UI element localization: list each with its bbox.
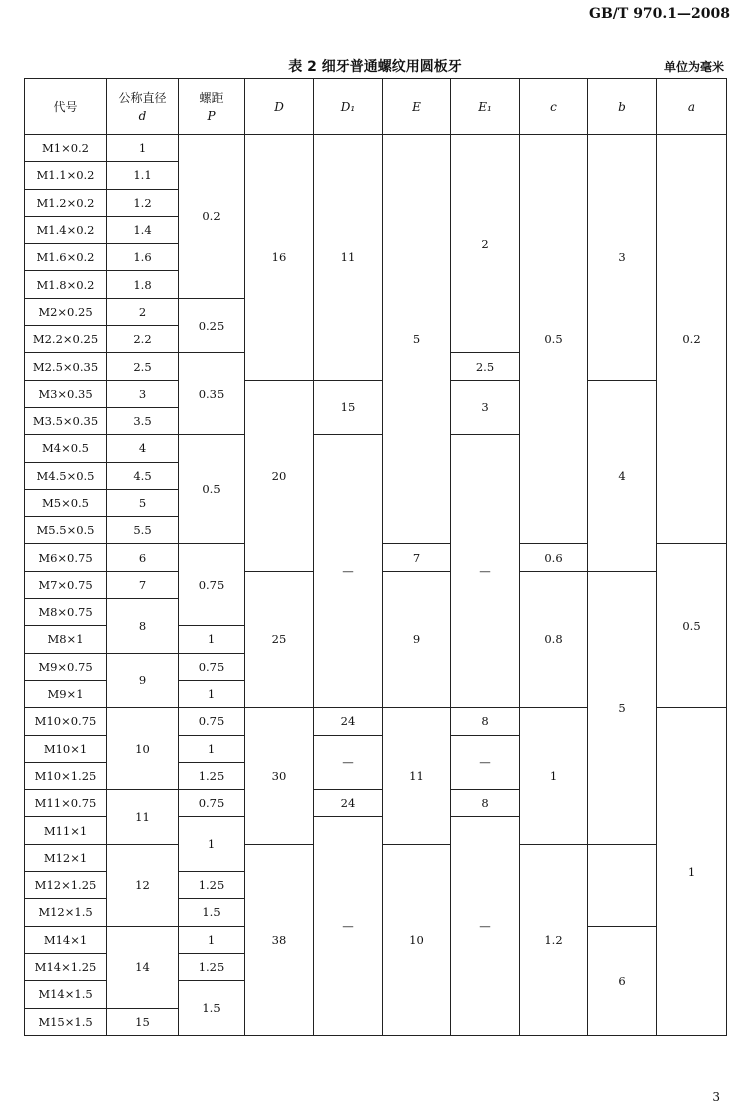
cell-code: M14×1.5 — [25, 981, 107, 1008]
cell-p: 1.5 — [179, 981, 245, 1036]
cell-a: 1 — [657, 708, 727, 1036]
cell-E1: 8 — [451, 790, 520, 817]
cell-p: 1 — [179, 626, 245, 653]
cell-code: M14×1 — [25, 926, 107, 953]
cell-d: 1.8 — [107, 271, 179, 298]
cell-c: 1.2 — [520, 844, 588, 1035]
cell-a: 0.2 — [657, 135, 727, 544]
cell-E1: — — [451, 435, 520, 708]
cell-code: M8×0.75 — [25, 599, 107, 626]
cell-E1: — — [451, 735, 520, 790]
cell-D: 25 — [245, 571, 314, 707]
unit-note: 单位为毫米 — [663, 60, 724, 74]
cell-d: 7 — [107, 571, 179, 598]
cell-D1: 15 — [314, 380, 383, 435]
cell-E1: 3 — [451, 380, 520, 435]
cell-d: 5 — [107, 489, 179, 516]
col-E1-header: E₁ — [451, 79, 520, 135]
cell-d: 11 — [107, 790, 179, 845]
cell-d: 4.5 — [107, 462, 179, 489]
cell-p: 0.25 — [179, 298, 245, 353]
table-row — [25, 135, 727, 162]
cell-code: M15×1.5 — [25, 1008, 107, 1035]
cell-code: M2×0.25 — [25, 298, 107, 325]
cell-code: M1.8×0.2 — [25, 271, 107, 298]
cell-D1: — — [314, 817, 383, 1035]
cell-code: M1.2×0.2 — [25, 189, 107, 216]
cell-p: 0.75 — [179, 653, 245, 680]
col-code-header: 代号 — [25, 79, 107, 135]
cell-b: 4 — [588, 380, 657, 571]
cell-d: 1.4 — [107, 216, 179, 243]
cell-d: 10 — [107, 708, 179, 790]
cell-p: 1.25 — [179, 762, 245, 789]
col-c-header: c — [520, 79, 588, 135]
cell-p: 0.2 — [179, 135, 245, 299]
cell-code: M2.2×0.25 — [25, 326, 107, 353]
table-caption: 表 2 细牙普通螺纹用圆板牙 — [288, 59, 462, 75]
cell-p: 0.75 — [179, 790, 245, 817]
cell-c: 1 — [520, 708, 588, 844]
cell-b: 3 — [588, 135, 657, 381]
col-D1-header: D₁ — [314, 79, 383, 135]
cell-code: M8×1 — [25, 626, 107, 653]
cell-d: 14 — [107, 926, 179, 1008]
cell-p: 1.25 — [179, 872, 245, 899]
cell-code: M1×0.2 — [25, 135, 107, 162]
cell-D: 38 — [245, 844, 314, 1035]
cell-d: 9 — [107, 653, 179, 708]
cell-E: 7 — [383, 544, 451, 571]
cell-code: M9×0.75 — [25, 653, 107, 680]
cell-code: M12×1 — [25, 844, 107, 871]
die-spec-table — [24, 78, 727, 1036]
cell-code: M4×0.5 — [25, 435, 107, 462]
cell-D: 30 — [245, 708, 314, 844]
page-number: 3 — [712, 1090, 720, 1104]
cell-d: 15 — [107, 1008, 179, 1035]
cell-d: 8 — [107, 599, 179, 654]
table-header-row — [25, 79, 727, 135]
cell-E1: 2.5 — [451, 353, 520, 380]
cell-code: M3.5×0.35 — [25, 407, 107, 434]
cell-d: 3 — [107, 380, 179, 407]
cell-code: M3×0.35 — [25, 380, 107, 407]
cell-code: M1.4×0.2 — [25, 216, 107, 243]
cell-code: M7×0.75 — [25, 571, 107, 598]
cell-code: M4.5×0.5 — [25, 462, 107, 489]
col-E-header: E — [383, 79, 451, 135]
cell-E: 9 — [383, 571, 451, 707]
cell-p: 1.25 — [179, 953, 245, 980]
cell-p: 1 — [179, 817, 245, 872]
cell-code: M11×1 — [25, 817, 107, 844]
cell-d: 2 — [107, 298, 179, 325]
cell-c: 0.5 — [520, 135, 588, 544]
cell-E1: — — [451, 817, 520, 1035]
cell-code: M1.1×0.2 — [25, 162, 107, 189]
cell-d: 1.2 — [107, 189, 179, 216]
cell-D1: 24 — [314, 708, 383, 735]
cell-D1: 11 — [314, 135, 383, 381]
cell-d: 2.5 — [107, 353, 179, 380]
cell-E: 11 — [383, 708, 451, 844]
cell-code: M9×1 — [25, 680, 107, 707]
cell-p: 0.35 — [179, 353, 245, 435]
cell-code: M6×0.75 — [25, 544, 107, 571]
standard-number: GB/T 970.1—2008 — [589, 6, 730, 22]
cell-D: 16 — [245, 135, 314, 381]
cell-d: 3.5 — [107, 407, 179, 434]
cell-p: 1 — [179, 735, 245, 762]
cell-d: 1 — [107, 135, 179, 162]
cell-p: 1 — [179, 680, 245, 707]
cell-d: 1.1 — [107, 162, 179, 189]
cell-code: M10×1 — [25, 735, 107, 762]
table-row — [25, 380, 727, 407]
cell-code: M1.6×0.2 — [25, 244, 107, 271]
cell-d: 5.5 — [107, 517, 179, 544]
cell-d: 6 — [107, 544, 179, 571]
cell-p: 1.5 — [179, 899, 245, 926]
cell-p: 1 — [179, 926, 245, 953]
col-D-header: D — [245, 79, 314, 135]
cell-p: 0.75 — [179, 708, 245, 735]
cell-E: 5 — [383, 135, 451, 544]
cell-b: 6 — [588, 926, 657, 1035]
cell-code: M10×1.25 — [25, 762, 107, 789]
cell-p: 0.5 — [179, 435, 245, 544]
cell-code: M11×0.75 — [25, 790, 107, 817]
cell-code: M2.5×0.35 — [25, 353, 107, 380]
cell-code: M5×0.5 — [25, 489, 107, 516]
cell-D1: 24 — [314, 790, 383, 817]
cell-d: 2.2 — [107, 326, 179, 353]
cell-code: M10×0.75 — [25, 708, 107, 735]
cell-c: 0.8 — [520, 571, 588, 707]
cell-E: 10 — [383, 844, 451, 1035]
cell-code: M12×1.25 — [25, 872, 107, 899]
cell-code: M14×1.25 — [25, 953, 107, 980]
cell-D: 20 — [245, 380, 314, 571]
cell-D1: — — [314, 435, 383, 708]
cell-code: M5.5×0.5 — [25, 517, 107, 544]
cell-E1: 2 — [451, 135, 520, 353]
cell-d: 12 — [107, 844, 179, 926]
cell-d: 1.6 — [107, 244, 179, 271]
cell-E1: 8 — [451, 708, 520, 735]
cell-a: 0.5 — [657, 544, 727, 708]
col-a-header: a — [657, 79, 727, 135]
col-b-header: b — [588, 79, 657, 135]
col-p-header: 螺距 P — [179, 79, 245, 135]
cell-code: M12×1.5 — [25, 899, 107, 926]
cell-b: 5 — [588, 571, 657, 844]
cell-p: 0.75 — [179, 544, 245, 626]
cell-c: 0.6 — [520, 544, 588, 571]
col-d-header: 公称直径 d — [107, 79, 179, 135]
cell-d: 4 — [107, 435, 179, 462]
cell-D1: — — [314, 735, 383, 790]
